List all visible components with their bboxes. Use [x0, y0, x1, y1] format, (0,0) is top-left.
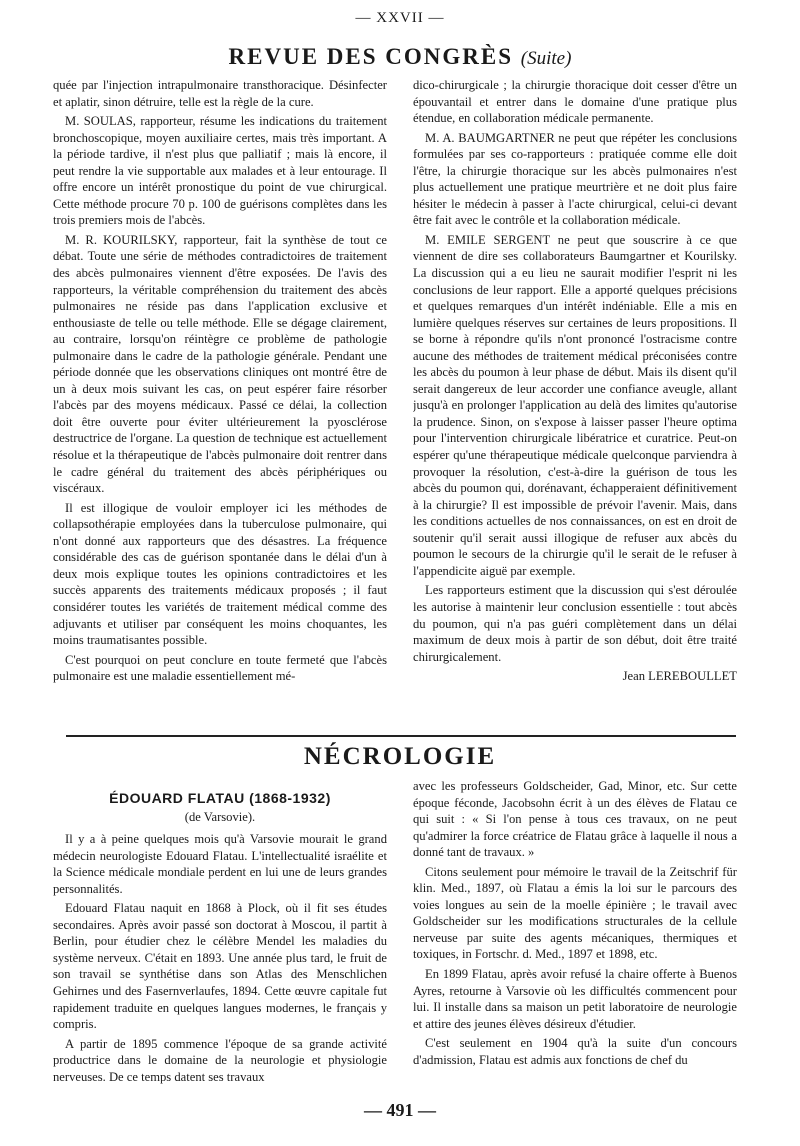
paragraph: C'est seulement en 1904 qu'à la suite d'un concours d'admission, Flatau est admis aux fonctions de chef du: [413, 1036, 737, 1067]
congres-column-right: [413, 77, 737, 723]
paragraph: M. EMILE SERGENT ne peut que souscrire à ce que viennent de dire ses collaborateurs Baumgartner et Kourilsky. La discussion qui a eu lieu ne saurait modifier l'esprit ni les conclusions de leur rapport. Elle a apporté quelques précisions et quelques remarques d'un intérêt indéniable. Elle a mis en lumière quelques réserves sur certaines de leurs propositions. Il se borne à répondre qu'ils n'ont prononcé l'ostracisme contre aucune des méthodes de traitement médical préconisées contre les abcès du poumon à leur phase de début. Mais ils disent qu'il serait dangereux de leur accorder une confiance aveugle, allant jusqu'à en prolonger l'application au delà des limites qu'autorise la prudence. Sinon, on s'expose à laisser passer l'heure optima pour l'intervention chirurgicale libératrice et curatrice. Peut-on espérer qu'une thérapeutique médicale quelconque parviendra à provoquer la résolution, c'est-à-dire la guérison de tous les abcès du poumon qui, dorénavant, échapperaient définitivement à la chirurgie? Il est impossible de prévoir l'avenir. Mais, dans les conditions actuelles de nos connaissances, on est en droit de soutenir qu'il serait aussi illogique de refuser aux abcès du poumon le secours de la chirurgie qu'il le serait de le refuser à l'appendicite aiguë par exemple.: [413, 232, 737, 578]
section-title-suite: (Suite): [520, 48, 572, 69]
paragraph: A partir de 1895 commence l'époque de sa grande activité productrice dans le domaine de la neurologie et physiologie nerveuses. De ce temps datent ses travaux: [53, 1036, 387, 1084]
roman-page-number: — XXVII —: [355, 10, 445, 26]
paragraph: Edouard Flatau naquit en 1868 à Plock, où il fit ses études secondaires. Après avoir passé son doctorat à Moscou, il partit à Berlin, pour étudier chez le célèbre Mendel les maladies du système nerveux. C'était en 1893. Une année plus tard, le fruit de son travail se synthétise dans son Atlas des Menschlichen Gehirnes und des Fasernverlaufes, 1894. Cette œuvre capitale fut rapidement traduite en quelques langues modernes, le français y compris.: [53, 901, 387, 1032]
author-signature: Jean LEREBOULLET: [622, 669, 737, 684]
paragraph: M. SOULAS, rapporteur, résume les indications du traitement bronchoscopique, moyen auxiliaire certes, mais très important. A la période tardive, il n'est plus que palliatif ; mais là encore, il peut rendre la vie supportable aux malades et à leur entourage. Il offre encore un intérêt pronostique du point de vue chirurgical. Cette méthode procure 70 p. 100 de guérisons complètes dans les trois premiers mois de l'abcès.: [53, 114, 387, 228]
paragraph: M. A. BAUMGARTNER ne peut que répéter les conclusions formulées par ses co-rapporteurs : pratiquée comme elle doit l'être, la chirurgie thoracique sur les abcès pulmonaires n'est plus actuellement une pratique meurtrière et ne doit plus faire hésiter le médecin à passer à l'acte chirurgical, celui-ci devant être fait avec le contrôle et la collaboration médicale.: [413, 130, 737, 228]
paragraph: Il y a à peine quelques mois qu'à Varsovie mourait le grand médecin neurologiste Edouard Flatau. L'intellectualité israélite et la Science médicale mondiale perdent en lui une de leurs grandes personnalités.: [53, 832, 387, 896]
section-title: [0, 44, 800, 70]
paragraph: dico-chirurgicale ; la chirurgie thoracique doit cesser d'être un épouvantail et entrer dans le domaine d'une pratique plus étendue, en collaboration médicale permanente.: [413, 78, 737, 126]
section-title-text: REVUE DES CONGRÈS: [228, 44, 514, 69]
necrologie-title: NÉCROLOGIE: [303, 743, 497, 770]
paragraph: Il est illogique de vouloir employer ici les méthodes de collapsothérapie employées dans la tuberculose pulmonaire, qui n'ont donné aux rapporteurs que des désastres. La fréquence considérable des cas de guérison spontanée dans le délai d'un à deux mois explique toutes les opinions contradictoires et les succès apparents des traitements médicaux proposés ; il faut considérer toutes les variétés de traitement médical comme des adjuvants et utiliser par conséquent les moins choquantes, les moins traumatisantes possible.: [53, 500, 387, 648]
section-divider: [66, 735, 736, 737]
paragraph: avec les professeurs Goldscheider, Gad, Minor, etc. Sur cette époque féconde, Jacobsohn écrit à un des élèves de Flatau ce qui suit : « Si l'on pense à tous ces travaux, on ne peut qu'admirer la force créatrice de Flatau grâce à laquelle il nous a donné tant de travaux. »: [413, 779, 737, 860]
paragraph: En 1899 Flatau, après avoir refusé la chaire offerte à Buenos Ayres, retourne à Varsovie où les difficultés commencent pour lui. Il installe dans sa maison un petit laboratoire de neurologie et attire des jeunes élèves désireux d'étudier.: [413, 967, 737, 1031]
necrologie-column-left: [53, 790, 387, 1092]
paragraph: Citons seulement pour mémoire le travail de la Zeitschrif für klin. Med., 1897, où Flatau a émis la loi sur le parcours des voies longues au sein de la moelle épinière ; le travail avec Goldscheider sur les modifications structurales de la cellule nerveuse par suite des agents mécaniques, thermiques et toxiques, in Fortschr. d. Med., 1897 et 1898, etc.: [413, 864, 737, 962]
page-number: — 491 —: [364, 1100, 436, 1120]
congres-column-left: [53, 77, 387, 723]
paragraph: quée par l'injection intrapulmonaire transthoracique. Désinfecter et aplatir, sinon détruire, telle est la règle de la cure.: [53, 78, 387, 109]
paragraph: Les rapporteurs estiment que la discussion qui s'est déroulée les autorise à maintenir leur conclusion essentielle : tout abcès du poumon, qui n'a pas guéri complètement dans un délai maximum de deux mois à partir de son début, doit être traité chirurgicalement.: [413, 583, 737, 664]
necrologie-column-right: [413, 778, 737, 1092]
obituary-name: ÉDOUARD FLATAU (1868-1932): [109, 790, 331, 806]
paragraph: M. R. KOURILSKY, rapporteur, fait la synthèse de tout ce débat. Toute une série de méthodes contradictoires de traitement des abcès pulmonaires viennent d'être exposées. De l'avis des rapporteurs, la véritable compréhension du traitement des abcès pulmonaires ne réside pas dans l'application exclusive et enthousiaste de telle ou telle méthode. Elle se dégage clairement, au contraire, lorsqu'on réintègre ce problème de pathologie pulmonaire dans le cadre de la pathologie générale. Pendant une période donnée que les observations cliniques ont montré être de un à deux mois suivant les cas, on peut espérer faire résorber l'abcès par des moyens médicaux. Passé ce délai, la collection doit être ouverte pour éviter ultérieurement la pyosclérose destructrice de l'organe. La question de technique est actuellement résolue et la thérapeutique de l'abcès pulmonaire doit rentrer dans le cadre général du traitement des abcès périphériques ou viscéraux.: [53, 232, 387, 496]
paragraph: C'est pourquoi on peut conclure en toute fermeté que l'abcès pulmonaire est une maladie essentiellement mé-: [53, 652, 387, 684]
obituary-origin: (de Varsovie).: [184, 809, 256, 824]
